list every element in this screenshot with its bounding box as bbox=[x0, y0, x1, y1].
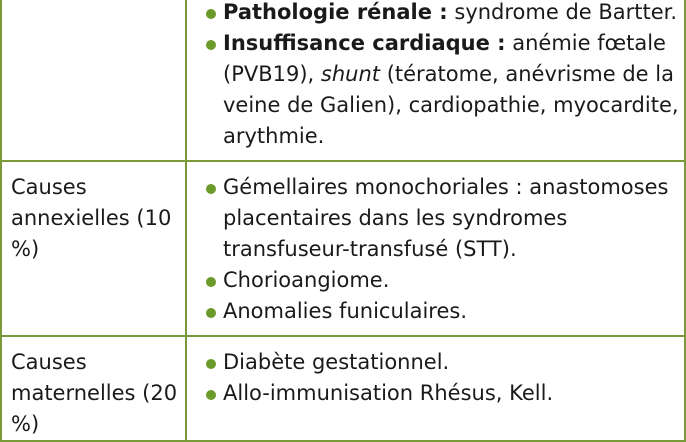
item-term: Insuffisance cardiaque : bbox=[223, 31, 506, 55]
row-label-cell bbox=[1, 336, 186, 441]
table-row bbox=[1, 336, 685, 441]
bullet-icon bbox=[206, 184, 216, 194]
list-item bbox=[202, 265, 684, 296]
item-term: Pathologie rénale : bbox=[223, 0, 448, 24]
list-item bbox=[202, 378, 684, 409]
row-content-cell bbox=[186, 161, 685, 336]
table-row bbox=[1, 161, 685, 336]
row-label-cell bbox=[1, 0, 186, 161]
list-item bbox=[202, 347, 684, 378]
row-label: Causes maternelles (20 %) bbox=[11, 350, 178, 436]
item-text: anémie fœtale (PVB19), bbox=[223, 31, 666, 86]
row-content-cell bbox=[186, 0, 685, 161]
list-item bbox=[202, 0, 684, 28]
bullet-icon bbox=[206, 277, 216, 287]
list-item bbox=[202, 28, 684, 152]
item-italic-term: shunt bbox=[320, 62, 381, 86]
table-row bbox=[1, 0, 685, 161]
row-label-cell bbox=[1, 161, 186, 336]
bullet-icon bbox=[206, 308, 216, 318]
row-label: Causes annexielles (10 %) bbox=[11, 175, 172, 261]
item-text: Gémellaires monochoriales : anastomoses placentaires dans les syndromes transfuseur-transfusé (STT). bbox=[223, 175, 669, 261]
bullet-icon bbox=[206, 359, 216, 369]
item-text: (tératome, anévrisme de la veine de Galien), cardiopathie, myocardite, arythmie. bbox=[223, 62, 679, 148]
bullet-icon bbox=[206, 9, 216, 19]
list-item bbox=[202, 296, 684, 327]
item-text: Diabète gestationnel. bbox=[223, 350, 450, 374]
list-item bbox=[202, 172, 684, 265]
bullet-icon bbox=[206, 390, 216, 400]
item-text: Anomalies funiculaires. bbox=[223, 299, 468, 323]
bullet-icon bbox=[206, 40, 216, 50]
row-content-cell bbox=[186, 336, 685, 441]
item-text: Chorioangiome. bbox=[223, 268, 390, 292]
item-text: Allo-immunisation Rhésus, Kell. bbox=[223, 381, 554, 405]
item-text: syndrome de Bartter. bbox=[447, 0, 678, 24]
